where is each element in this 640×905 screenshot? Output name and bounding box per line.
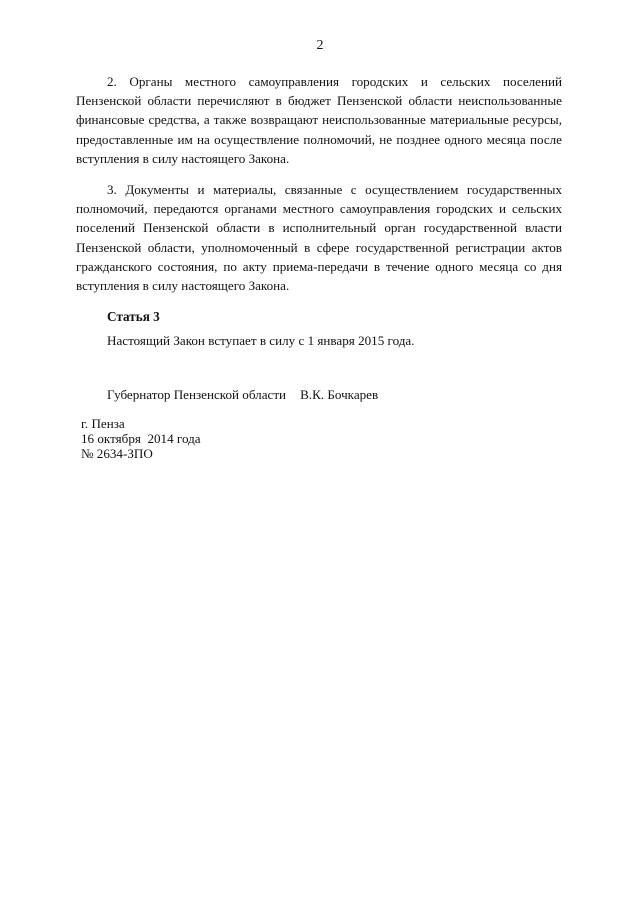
law-number: № 2634-ЗПО (81, 446, 153, 462)
paragraph-3: 3. Документы и материалы, связанные с осуществлением государственных полномочий, передаются органами местного самоуправления городских и сельских поселений Пензенской области в исполнительный орган государственной власти Пензенской области, уполномоченный в сфере государственной регистрации актов гражданского состояния, по акту приема-передачи в течение одного месяца со дня вступления в силу настоящего Закона. (76, 182, 562, 294)
place-date-block (81, 416, 201, 462)
page-number: 2 (316, 38, 324, 53)
signature-block (107, 387, 378, 403)
date: 16 октября 2014 года (81, 431, 201, 447)
signature-name: В.К. Бочкарев (300, 387, 379, 402)
article-text: Настоящий Закон вступает в силу с 1 января 2015 года. (107, 333, 415, 348)
signature-title: Губернатор Пензенской области (107, 387, 287, 402)
place: г. Пенза (81, 416, 125, 431)
paragraph-2: 2. Органы местного самоуправления городских и сельских поселений Пензенской области перечисляют в бюджет Пензенской области неиспользованные финансовые средства, а также возвращают неиспользованные материальные ресурсы, предоставленные им на осуществление полномочий, не позднее одного месяца после вступления в силу настоящего Закона. (76, 74, 562, 166)
article-heading: Статья 3 (107, 309, 160, 324)
